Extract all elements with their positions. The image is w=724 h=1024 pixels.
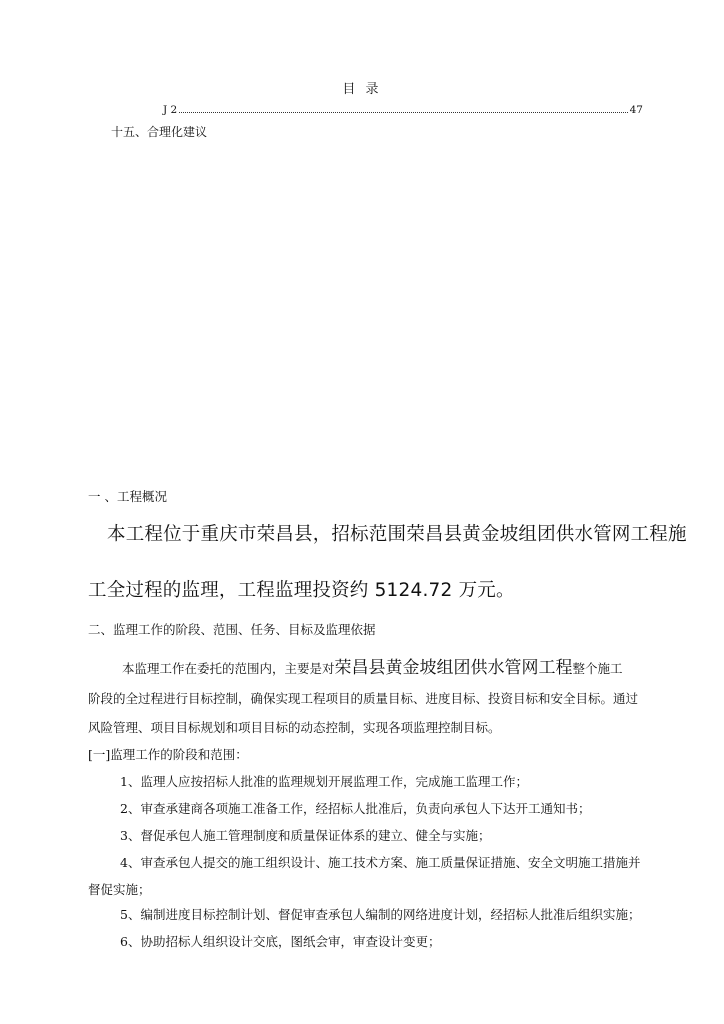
section1-heading: 一 、工程概况: [88, 489, 167, 504]
toc-title: 目 录: [342, 82, 382, 97]
section1-para-line1: 本工程位于重庆市荣昌县，招标范围荣昌县黄金坡组团供水管网工程施: [107, 524, 687, 545]
toc-subitem: 十五、合理化建议: [111, 125, 208, 139]
list-item: 6、协助招标人组织设计交底，图纸会审，审查设计变更；: [120, 934, 441, 949]
list-item: 4、审查承包人提交的施工组织设计、施工技术方案、施工质量保证措施、安全文明施工措施并: [120, 855, 641, 870]
section2-subheading: [一]监理工作的阶段和范围：: [88, 747, 248, 762]
toc-entry-label: J 2: [163, 104, 178, 116]
section2-intro-line1: [122, 653, 623, 678]
section1-para-line2: 工全过程的监理，工程监理投资约 5124.72 万元。: [88, 580, 515, 601]
toc-entry-page: 47: [629, 104, 643, 116]
toc-dot-leader: [179, 112, 627, 113]
intro-project-name: 荣昌县黄金坡组团供水管网工程: [334, 658, 573, 678]
list-item-continuation: 督促实施；: [88, 882, 151, 897]
list-item: 1、监理人应按招标人批准的监理规划开展监理工作，完成施工监理工作；: [120, 774, 528, 789]
intro-suffix: 整个施工: [572, 661, 623, 676]
section2-intro-line3: 风险管理、项目目标规划和项目目标的动态控制，实现各项监理控制目标。: [88, 720, 501, 735]
section2-intro-line2: 阶段的全过程进行目标控制，确保实现工程项目的质量目标、进度目标、投资目标和安全目标。通过: [88, 691, 639, 706]
list-item: 3、督促承包人施工管理制度和质量保证体系的建立、健全与实施；: [120, 828, 491, 843]
intro-prefix: 本监理工作在委托的范围内，主要是对: [122, 661, 335, 676]
toc-entry: [163, 104, 643, 116]
list-item: 2、审查承建商各项施工准备工作，经招标人批准后，负责向承包人下达开工通知书；: [120, 801, 591, 816]
section2-heading: 二、监理工作的阶段、范围、任务、目标及监理依据: [88, 622, 376, 637]
list-item: 5、编制进度目标控制计划、督促审查承包人编制的网络进度计划，经招标人批准后组织实施；: [120, 907, 641, 922]
